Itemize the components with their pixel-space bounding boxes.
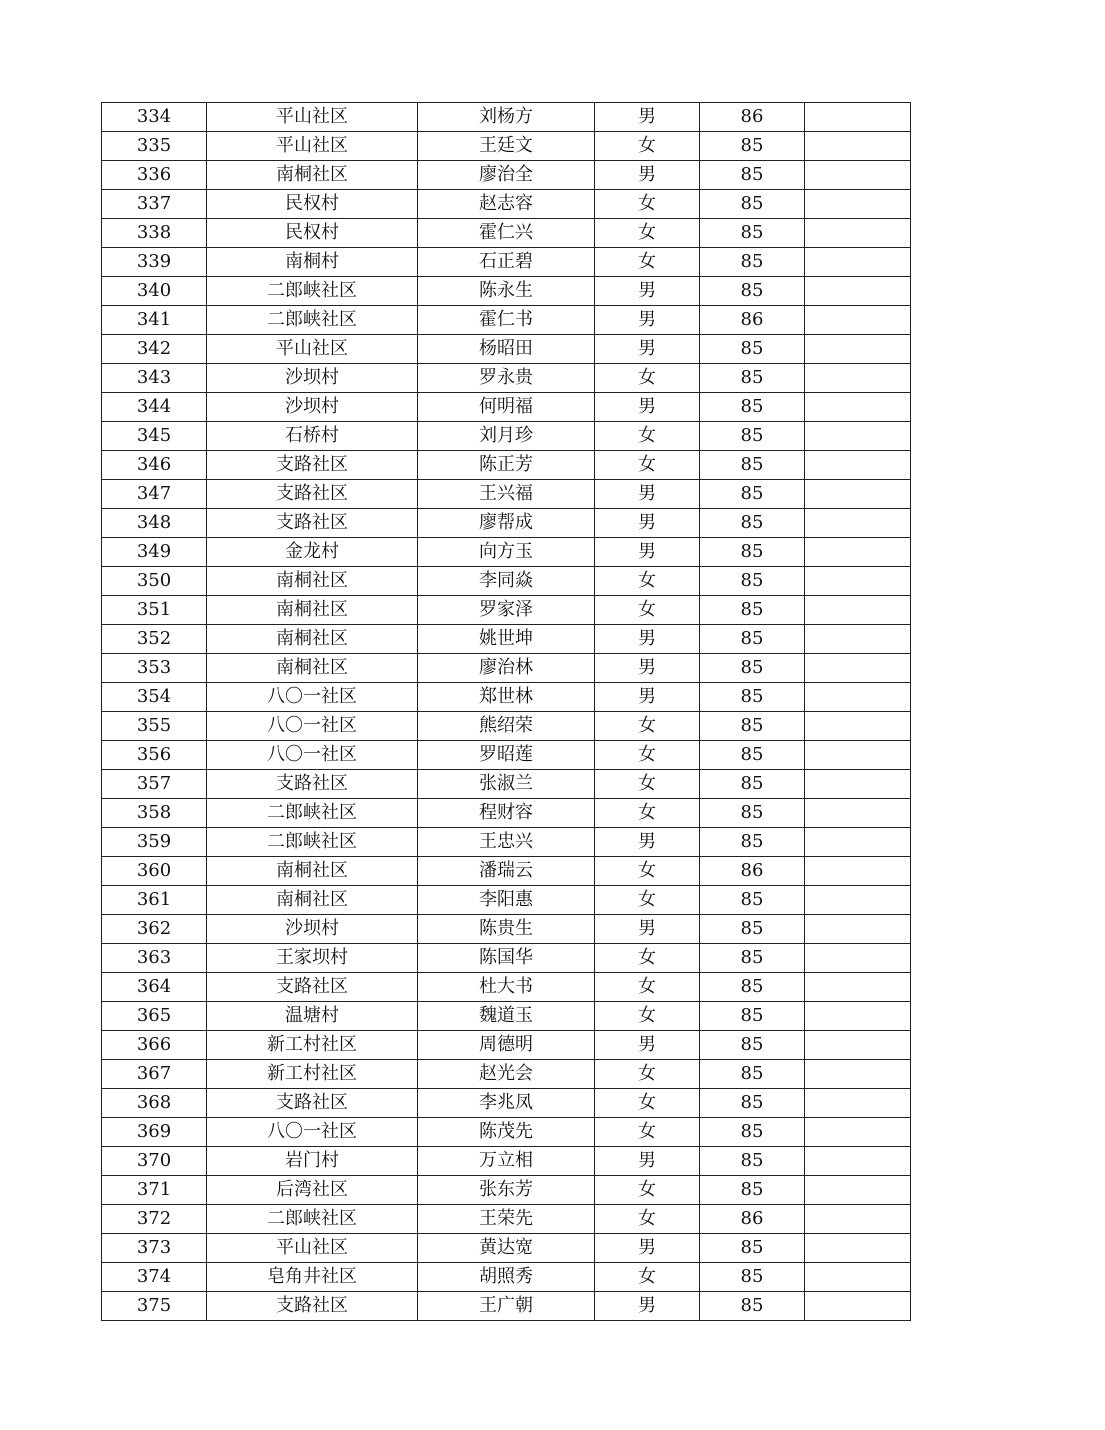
cell-gender: 男	[595, 654, 700, 683]
cell-community: 二郎峡社区	[207, 277, 418, 306]
cell-community: 南桐社区	[207, 857, 418, 886]
cell-note	[805, 1089, 911, 1118]
cell-name: 赵志容	[418, 190, 595, 219]
cell-name: 罗昭莲	[418, 741, 595, 770]
cell-name: 赵光会	[418, 1060, 595, 1089]
cell-gender: 女	[595, 973, 700, 1002]
cell-number: 353	[102, 654, 207, 683]
cell-community: 八〇一社区	[207, 741, 418, 770]
cell-name: 张东芳	[418, 1176, 595, 1205]
cell-name: 王廷文	[418, 132, 595, 161]
cell-age: 85	[700, 944, 805, 973]
cell-number: 336	[102, 161, 207, 190]
cell-name: 廖治林	[418, 654, 595, 683]
cell-age: 85	[700, 422, 805, 451]
cell-gender: 女	[595, 712, 700, 741]
cell-age: 85	[700, 1060, 805, 1089]
cell-note	[805, 973, 911, 1002]
table-body	[102, 103, 911, 1321]
cell-name: 霍仁兴	[418, 219, 595, 248]
table-row	[102, 538, 911, 567]
cell-note	[805, 712, 911, 741]
table-row	[102, 190, 911, 219]
cell-name: 廖治全	[418, 161, 595, 190]
table-row	[102, 103, 911, 132]
cell-number: 360	[102, 857, 207, 886]
cell-age: 85	[700, 1292, 805, 1321]
cell-age: 85	[700, 654, 805, 683]
cell-number: 373	[102, 1234, 207, 1263]
cell-community: 金龙村	[207, 538, 418, 567]
cell-gender: 女	[595, 886, 700, 915]
cell-note	[805, 277, 911, 306]
cell-community: 后湾社区	[207, 1176, 418, 1205]
cell-number: 365	[102, 1002, 207, 1031]
table-row	[102, 509, 911, 538]
cell-gender: 男	[595, 915, 700, 944]
table-row	[102, 654, 911, 683]
cell-age: 85	[700, 132, 805, 161]
cell-community: 二郎峡社区	[207, 306, 418, 335]
cell-community: 岩门村	[207, 1147, 418, 1176]
cell-age: 85	[700, 451, 805, 480]
cell-name: 石正碧	[418, 248, 595, 277]
table-row	[102, 828, 911, 857]
cell-name: 廖帮成	[418, 509, 595, 538]
cell-age: 85	[700, 683, 805, 712]
cell-number: 372	[102, 1205, 207, 1234]
cell-gender: 女	[595, 944, 700, 973]
cell-community: 二郎峡社区	[207, 1205, 418, 1234]
cell-note	[805, 567, 911, 596]
cell-name: 陈正芳	[418, 451, 595, 480]
cell-gender: 女	[595, 1263, 700, 1292]
cell-age: 85	[700, 1176, 805, 1205]
cell-number: 351	[102, 596, 207, 625]
cell-community: 沙坝村	[207, 393, 418, 422]
cell-gender: 男	[595, 480, 700, 509]
cell-age: 85	[700, 1031, 805, 1060]
cell-name: 陈永生	[418, 277, 595, 306]
cell-community: 皂角井社区	[207, 1263, 418, 1292]
cell-note	[805, 625, 911, 654]
cell-number: 337	[102, 190, 207, 219]
cell-age: 85	[700, 1089, 805, 1118]
cell-name: 姚世坤	[418, 625, 595, 654]
cell-gender: 女	[595, 1002, 700, 1031]
cell-note	[805, 1234, 911, 1263]
table-row	[102, 393, 911, 422]
cell-community: 支路社区	[207, 509, 418, 538]
cell-gender: 女	[595, 741, 700, 770]
table-row	[102, 1263, 911, 1292]
cell-gender: 女	[595, 422, 700, 451]
cell-age: 85	[700, 1002, 805, 1031]
cell-number: 345	[102, 422, 207, 451]
cell-age: 85	[700, 799, 805, 828]
cell-note	[805, 828, 911, 857]
cell-gender: 女	[595, 1060, 700, 1089]
cell-gender: 男	[595, 538, 700, 567]
cell-community: 南桐社区	[207, 886, 418, 915]
cell-gender: 女	[595, 364, 700, 393]
table-row	[102, 451, 911, 480]
cell-gender: 女	[595, 857, 700, 886]
table-row	[102, 1118, 911, 1147]
cell-age: 85	[700, 1118, 805, 1147]
cell-number: 366	[102, 1031, 207, 1060]
cell-name: 黄达宽	[418, 1234, 595, 1263]
cell-age: 85	[700, 190, 805, 219]
cell-note	[805, 596, 911, 625]
cell-name: 陈国华	[418, 944, 595, 973]
cell-number: 335	[102, 132, 207, 161]
cell-community: 平山社区	[207, 1234, 418, 1263]
cell-community: 王家坝村	[207, 944, 418, 973]
cell-gender: 男	[595, 625, 700, 654]
cell-gender: 女	[595, 248, 700, 277]
table-row	[102, 306, 911, 335]
cell-community: 支路社区	[207, 1292, 418, 1321]
cell-name: 王忠兴	[418, 828, 595, 857]
cell-note	[805, 364, 911, 393]
cell-gender: 女	[595, 1118, 700, 1147]
cell-note	[805, 538, 911, 567]
cell-name: 向方玉	[418, 538, 595, 567]
cell-name: 郑世林	[418, 683, 595, 712]
cell-gender: 男	[595, 1292, 700, 1321]
cell-number: 362	[102, 915, 207, 944]
cell-number: 371	[102, 1176, 207, 1205]
cell-age: 85	[700, 828, 805, 857]
table-row	[102, 1205, 911, 1234]
table-row	[102, 1176, 911, 1205]
cell-name: 王荣先	[418, 1205, 595, 1234]
cell-name: 杜大书	[418, 973, 595, 1002]
cell-number: 349	[102, 538, 207, 567]
cell-number: 369	[102, 1118, 207, 1147]
table-row	[102, 1060, 911, 1089]
cell-gender: 男	[595, 828, 700, 857]
table-row	[102, 886, 911, 915]
cell-age: 86	[700, 1205, 805, 1234]
cell-name: 万立相	[418, 1147, 595, 1176]
cell-community: 八〇一社区	[207, 683, 418, 712]
cell-gender: 女	[595, 1089, 700, 1118]
table-row	[102, 335, 911, 364]
table-row	[102, 973, 911, 1002]
cell-note	[805, 1147, 911, 1176]
cell-number: 338	[102, 219, 207, 248]
table-row	[102, 219, 911, 248]
cell-number: 352	[102, 625, 207, 654]
cell-community: 平山社区	[207, 103, 418, 132]
cell-gender: 男	[595, 161, 700, 190]
cell-name: 刘杨方	[418, 103, 595, 132]
table-row	[102, 1234, 911, 1263]
cell-age: 85	[700, 712, 805, 741]
cell-age: 85	[700, 1147, 805, 1176]
table-row	[102, 857, 911, 886]
cell-gender: 男	[595, 509, 700, 538]
cell-note	[805, 1205, 911, 1234]
cell-community: 平山社区	[207, 132, 418, 161]
cell-note	[805, 190, 911, 219]
cell-number: 355	[102, 712, 207, 741]
cell-number: 375	[102, 1292, 207, 1321]
table-row	[102, 1031, 911, 1060]
cell-number: 348	[102, 509, 207, 538]
cell-community: 新工村社区	[207, 1060, 418, 1089]
cell-note	[805, 1118, 911, 1147]
cell-gender: 女	[595, 1176, 700, 1205]
cell-community: 二郎峡社区	[207, 828, 418, 857]
cell-number: 342	[102, 335, 207, 364]
cell-name: 程财容	[418, 799, 595, 828]
cell-number: 374	[102, 1263, 207, 1292]
cell-age: 85	[700, 393, 805, 422]
cell-community: 南桐社区	[207, 654, 418, 683]
cell-number: 357	[102, 770, 207, 799]
cell-gender: 男	[595, 393, 700, 422]
table-row	[102, 683, 911, 712]
cell-note	[805, 132, 911, 161]
table-row	[102, 944, 911, 973]
cell-name: 胡照秀	[418, 1263, 595, 1292]
cell-community: 支路社区	[207, 480, 418, 509]
cell-number: 356	[102, 741, 207, 770]
cell-name: 罗永贵	[418, 364, 595, 393]
cell-community: 民权村	[207, 190, 418, 219]
cell-number: 350	[102, 567, 207, 596]
cell-gender: 女	[595, 799, 700, 828]
cell-note	[805, 480, 911, 509]
cell-community: 新工村社区	[207, 1031, 418, 1060]
cell-note	[805, 451, 911, 480]
cell-name: 魏道玉	[418, 1002, 595, 1031]
cell-note	[805, 741, 911, 770]
cell-gender: 男	[595, 1147, 700, 1176]
cell-age: 85	[700, 886, 805, 915]
cell-note	[805, 161, 911, 190]
cell-gender: 女	[595, 190, 700, 219]
cell-note	[805, 393, 911, 422]
cell-number: 343	[102, 364, 207, 393]
table-row	[102, 712, 911, 741]
cell-gender: 女	[595, 1205, 700, 1234]
cell-number: 370	[102, 1147, 207, 1176]
cell-gender: 男	[595, 1031, 700, 1060]
cell-community: 沙坝村	[207, 915, 418, 944]
table-row	[102, 596, 911, 625]
cell-number: 346	[102, 451, 207, 480]
cell-gender: 女	[595, 567, 700, 596]
cell-gender: 男	[595, 683, 700, 712]
cell-community: 支路社区	[207, 451, 418, 480]
cell-age: 86	[700, 103, 805, 132]
cell-note	[805, 770, 911, 799]
cell-note	[805, 1292, 911, 1321]
cell-note	[805, 1176, 911, 1205]
cell-age: 85	[700, 335, 805, 364]
cell-age: 85	[700, 161, 805, 190]
table-row	[102, 277, 911, 306]
table-row	[102, 132, 911, 161]
cell-note	[805, 654, 911, 683]
cell-age: 85	[700, 219, 805, 248]
cell-number: 367	[102, 1060, 207, 1089]
cell-community: 八〇一社区	[207, 1118, 418, 1147]
table-row	[102, 422, 911, 451]
cell-number: 364	[102, 973, 207, 1002]
cell-community: 八〇一社区	[207, 712, 418, 741]
cell-gender: 男	[595, 1234, 700, 1263]
cell-name: 李同焱	[418, 567, 595, 596]
cell-note	[805, 886, 911, 915]
cell-note	[805, 103, 911, 132]
cell-community: 二郎峡社区	[207, 799, 418, 828]
cell-note	[805, 799, 911, 828]
cell-age: 85	[700, 1234, 805, 1263]
cell-number: 340	[102, 277, 207, 306]
table-row	[102, 741, 911, 770]
cell-name: 杨昭田	[418, 335, 595, 364]
cell-number: 363	[102, 944, 207, 973]
cell-name: 周德明	[418, 1031, 595, 1060]
cell-age: 86	[700, 306, 805, 335]
cell-gender: 女	[595, 451, 700, 480]
cell-name: 霍仁书	[418, 306, 595, 335]
cell-gender: 女	[595, 132, 700, 161]
cell-note	[805, 306, 911, 335]
cell-number: 361	[102, 886, 207, 915]
cell-note	[805, 1263, 911, 1292]
cell-number: 368	[102, 1089, 207, 1118]
cell-age: 85	[700, 625, 805, 654]
cell-name: 王兴福	[418, 480, 595, 509]
cell-community: 南桐村	[207, 248, 418, 277]
cell-age: 85	[700, 915, 805, 944]
cell-note	[805, 248, 911, 277]
cell-note	[805, 335, 911, 364]
data-table	[101, 102, 911, 1321]
cell-note	[805, 915, 911, 944]
cell-note	[805, 683, 911, 712]
cell-number: 339	[102, 248, 207, 277]
cell-gender: 女	[595, 770, 700, 799]
table-row	[102, 364, 911, 393]
table-row	[102, 161, 911, 190]
cell-gender: 女	[595, 219, 700, 248]
cell-number: 358	[102, 799, 207, 828]
cell-community: 民权村	[207, 219, 418, 248]
cell-age: 85	[700, 480, 805, 509]
cell-community: 支路社区	[207, 973, 418, 1002]
table-row	[102, 799, 911, 828]
cell-community: 温塘村	[207, 1002, 418, 1031]
cell-name: 何明福	[418, 393, 595, 422]
cell-note	[805, 1031, 911, 1060]
cell-number: 334	[102, 103, 207, 132]
cell-note	[805, 422, 911, 451]
cell-age: 85	[700, 770, 805, 799]
cell-note	[805, 1060, 911, 1089]
cell-community: 平山社区	[207, 335, 418, 364]
cell-age: 85	[700, 973, 805, 1002]
cell-name: 陈贵生	[418, 915, 595, 944]
cell-gender: 男	[595, 103, 700, 132]
cell-age: 85	[700, 596, 805, 625]
cell-age: 85	[700, 567, 805, 596]
table-row	[102, 1292, 911, 1321]
cell-age: 85	[700, 509, 805, 538]
cell-number: 359	[102, 828, 207, 857]
cell-age: 85	[700, 364, 805, 393]
cell-note	[805, 219, 911, 248]
cell-name: 李阳惠	[418, 886, 595, 915]
cell-name: 李兆凤	[418, 1089, 595, 1118]
cell-note	[805, 857, 911, 886]
table-row	[102, 770, 911, 799]
cell-community: 南桐社区	[207, 161, 418, 190]
cell-gender: 男	[595, 335, 700, 364]
cell-note	[805, 1002, 911, 1031]
cell-community: 南桐社区	[207, 596, 418, 625]
cell-gender: 男	[595, 277, 700, 306]
cell-age: 85	[700, 741, 805, 770]
cell-gender: 男	[595, 306, 700, 335]
cell-name: 刘月珍	[418, 422, 595, 451]
cell-name: 张淑兰	[418, 770, 595, 799]
cell-age: 85	[700, 248, 805, 277]
table-row	[102, 915, 911, 944]
cell-note	[805, 509, 911, 538]
table-row	[102, 1002, 911, 1031]
cell-age: 85	[700, 1263, 805, 1292]
cell-name: 熊绍荣	[418, 712, 595, 741]
cell-name: 王广朝	[418, 1292, 595, 1321]
cell-age: 85	[700, 538, 805, 567]
table-row	[102, 480, 911, 509]
cell-note	[805, 944, 911, 973]
table-row	[102, 1147, 911, 1176]
cell-age: 86	[700, 857, 805, 886]
cell-community: 沙坝村	[207, 364, 418, 393]
table-row	[102, 1089, 911, 1118]
table-row	[102, 625, 911, 654]
cell-community: 支路社区	[207, 770, 418, 799]
cell-community: 支路社区	[207, 1089, 418, 1118]
table-row	[102, 567, 911, 596]
cell-number: 344	[102, 393, 207, 422]
table-row	[102, 248, 911, 277]
cell-community: 南桐社区	[207, 567, 418, 596]
cell-gender: 女	[595, 596, 700, 625]
cell-name: 罗家泽	[418, 596, 595, 625]
cell-community: 南桐社区	[207, 625, 418, 654]
cell-number: 341	[102, 306, 207, 335]
cell-number: 354	[102, 683, 207, 712]
cell-name: 潘瑞云	[418, 857, 595, 886]
cell-community: 石桥村	[207, 422, 418, 451]
cell-name: 陈茂先	[418, 1118, 595, 1147]
cell-age: 85	[700, 277, 805, 306]
cell-number: 347	[102, 480, 207, 509]
